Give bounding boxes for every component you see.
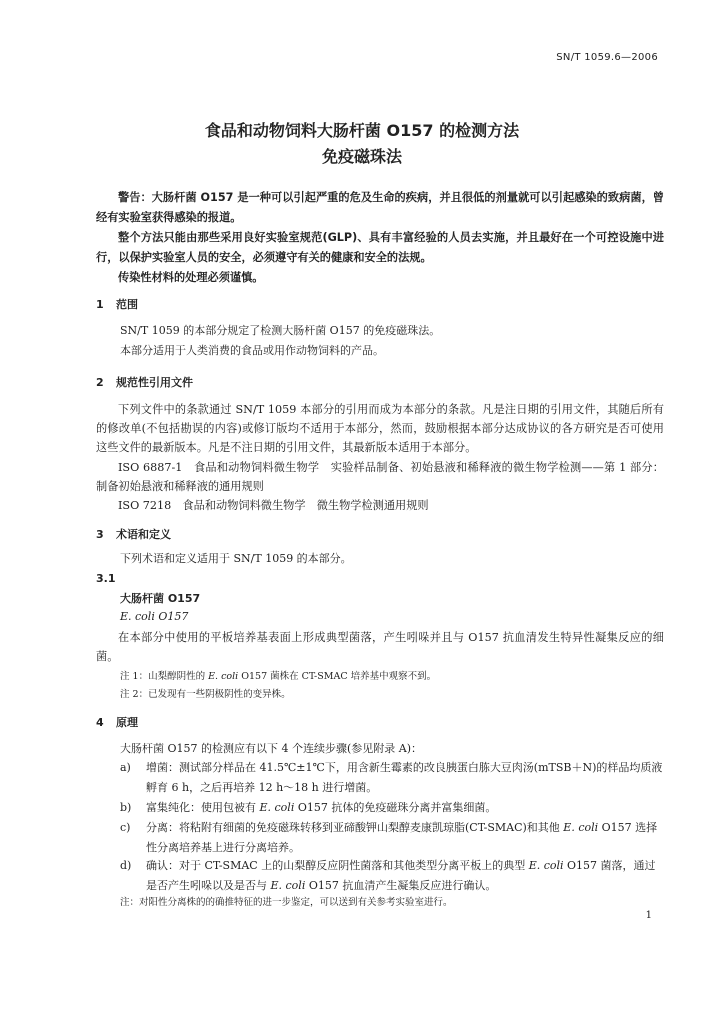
- item-text: [146, 818, 664, 858]
- term-definition: 在本部分中使用的平板培养基表面上形成典型菌落，产生吲哚并且与 O157 抗血清发生特异性凝集反应的细菌。: [96, 631, 664, 663]
- term-latin-name: E. coli O157: [120, 610, 189, 623]
- item-label: d): [120, 859, 132, 872]
- item-text-part: O157 抗体的免疫磁珠分离并富集细菌。: [294, 801, 497, 814]
- section-4-intro: 大肠杆菌 O157 的检测应有以下 4 个连续步骤(参见附录 A)：: [120, 742, 423, 755]
- warning-paragraph-3: 传染性材料的处理必须谨慎。: [118, 271, 264, 284]
- item-text-italic: E. coli: [270, 879, 306, 892]
- term-name: 大肠杆菌 O157: [120, 592, 201, 605]
- item-text-part: 分离：将粘附有细菌的免疫磁珠转移到亚碲酸钾山梨醇麦康凯琼脂(CT-SMAC)和其他: [146, 821, 564, 834]
- note-2: 注 2：已发现有一些阴极阴性的变异株。: [120, 689, 291, 700]
- page-number: 1: [645, 910, 652, 921]
- item-label: a): [120, 761, 131, 774]
- warning-paragraph-1: 警告：大肠杆菌 O157 是一种可以引起严重的危及生命的疾病，并且很低的剂量就可以引起感染的致病菌，曾经有实验室获得感染的报道。: [96, 191, 664, 224]
- document-title: 食品和动物饲料大肠杆菌 O157 的检测方法: [204, 121, 520, 140]
- note-1-italic: E. coli: [208, 671, 239, 682]
- subsection-3-1-number: 3.1: [96, 572, 116, 585]
- standard-code: SN/T 1059.6—2006: [556, 52, 658, 63]
- item-text-part: O157 选择性分离培养基上进行分离培养。: [146, 821, 658, 854]
- section-1-paragraph-1: SN/T 1059 的本部分规定了检测大肠杆菌 O157 的免疫磁珠法。: [120, 324, 441, 337]
- note-1-suffix: O157 菌株在 CT-SMAC 培养基中观察不到。: [238, 671, 437, 682]
- item-label: c): [120, 821, 131, 834]
- section-3-heading: [96, 526, 171, 542]
- section-title: 原理: [116, 716, 138, 729]
- item-text: [146, 856, 664, 896]
- item-text-part: 富集纯化：使用包被有: [146, 801, 260, 814]
- section-number: 1: [96, 298, 104, 311]
- section-3-paragraph: 下列术语和定义适用于 SN/T 1059 的本部分。: [120, 552, 352, 565]
- item-text-italic: E. coli: [528, 859, 564, 872]
- warning-paragraph-2: 整个方法只能由那些采用良好实验室规范(GLP)、具有丰富经验的人员去实施，并且最好在一个可控设施中进行，以保护实验室人员的安全，必须遵守有关的健康和安全的法规。: [96, 231, 664, 264]
- section-number: 3: [96, 528, 104, 541]
- item-text-italic: E. coli: [563, 821, 599, 834]
- reference-iso-7218: ISO 7218 食品和动物饲料微生物学 微生物学检测通用规则: [118, 499, 429, 512]
- section-number: 4: [96, 716, 104, 729]
- item-text-part: 确认：对于 CT-SMAC 上的山梨醇反应阴性菌落和其他类型分离平板上的典型: [146, 859, 529, 872]
- section-title: 术语和定义: [116, 528, 171, 541]
- note-1-prefix: 注 1：山梨醇阴性的: [120, 671, 209, 682]
- section-2-paragraph: 下列文件中的条款通过 SN/T 1059 本部分的引用而成为本部分的条款。凡是注日期的引用文件，其随后所有的修改单(不包括勘误的内容)或修订版均不适用于本部分，然而，鼓励根据本部分达成协议的各方研究是否可使用这些文件的最新版本。凡是不注日期的引用文件，其最新版本适用于本部分。: [96, 403, 664, 454]
- section-title: 范围: [116, 298, 138, 311]
- section-title: 规范性引用文件: [116, 376, 193, 389]
- reference-iso-6887-1: ISO 6887-1 食品和动物饲料微生物学 实验样品制备、初始悬液和稀释液的微生物学检测——第 1 部分：制备初始悬液和稀释液的通用规则: [96, 461, 664, 493]
- item-text: [146, 798, 664, 818]
- section-number: 2: [96, 376, 104, 389]
- item-label: b): [120, 801, 132, 814]
- section-4-heading: [96, 714, 138, 730]
- section-4-note: 注：对阳性分离株的的确推特征的进一步鉴定，可以送到有关参考实验室进行。: [120, 897, 453, 908]
- document-subtitle: 免疫磁珠法: [321, 147, 402, 166]
- item-text-part: O157 抗血清产生凝集反应进行确认。: [305, 879, 497, 892]
- item-text-italic: E. coli: [259, 801, 295, 814]
- section-2-heading: [96, 374, 193, 390]
- section-1-heading: [96, 296, 138, 312]
- section-1-paragraph-2: 本部分适用于人类消费的食品或用作动物饲料的产品。: [120, 344, 384, 357]
- item-text: 增菌：测试部分样品在 41.5℃±1℃下，用含新生霉素的改良胰蛋白胨大豆肉汤(mTSB＋N)的样品均质液孵育 6 h，之后再培养 12 h～18 h 进行增菌。: [146, 761, 663, 794]
- item-text-part: O157 菌落，通过是否产生吲哚以及是否与: [146, 859, 656, 892]
- note-1: [120, 668, 664, 686]
